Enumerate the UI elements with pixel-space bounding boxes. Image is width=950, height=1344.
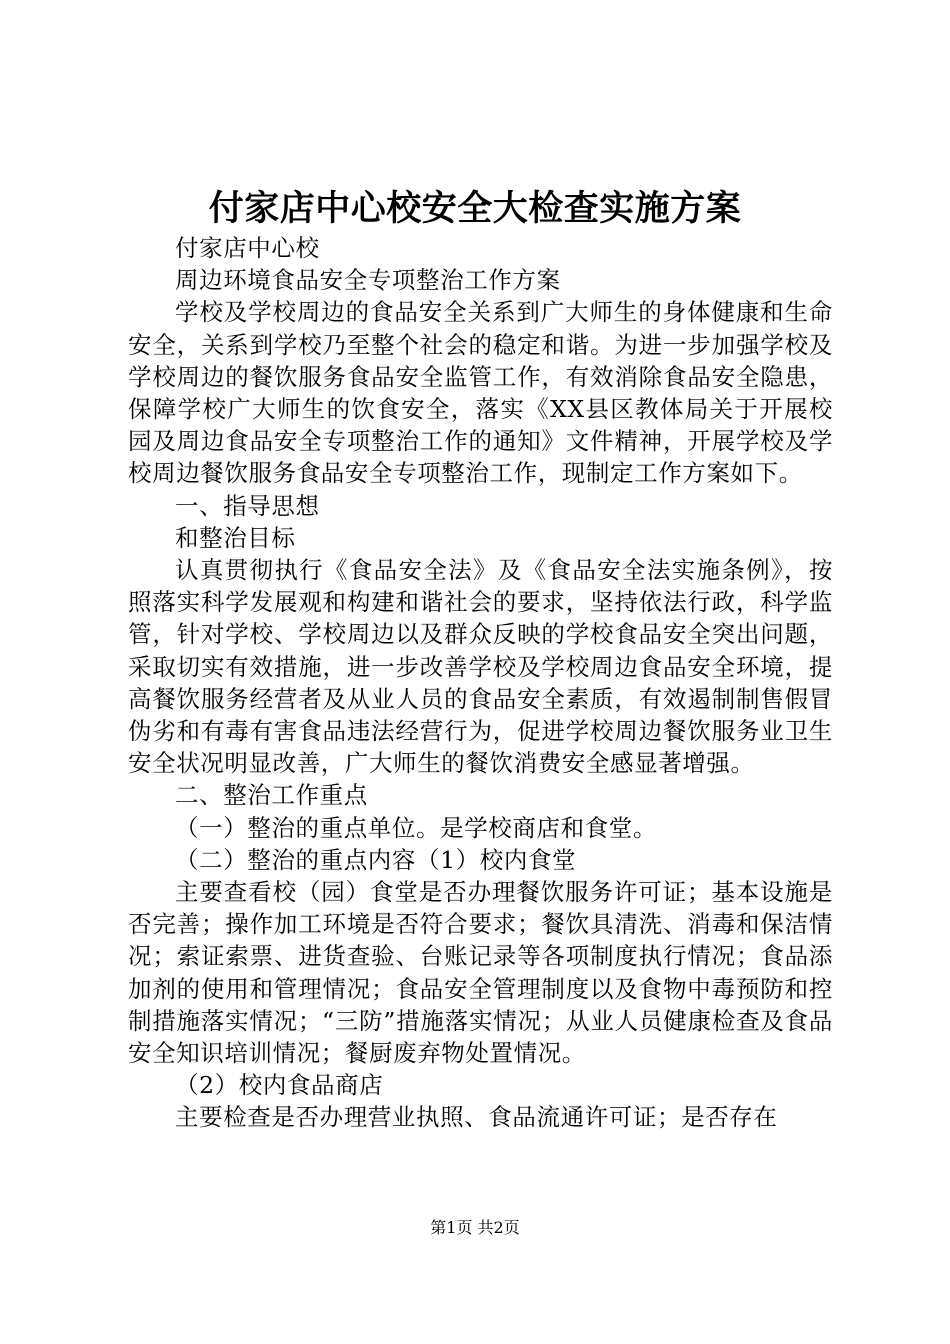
heading-key-points: 二、整治工作重点	[175, 781, 368, 810]
paragraph-plan-subtitle: 周边环境食品安全专项整治工作方案	[175, 266, 561, 295]
paragraph-canteen-checks: 主要查看校（园）食堂是否办理餐饮服务许可证；基本设施是否完善；操作加工环境是否符合要求；餐饮具清洗、消毒和保洁情况；索证索票、进货查验、台账记录等各项制度执行情况；食品添加剂的使用和管理情况；食品安全管理制度以及食物中毒预防和控制措施落实情况；“三防”措施落实情况；从业人员健康检查及食品安全知识培训情况；餐厨废弃物处置情况。	[128, 878, 833, 1068]
paragraph-food-store-checks: 主要检查是否办理营业执照、食品流通许可证；是否存在	[175, 1103, 778, 1132]
paragraph-objectives: 认真贯彻执行《食品安全法》及《食品安全法实施条例》，按照落实科学发展观和构建和谐社会的要求，坚持依法行政，科学监管，针对学校、学校周边以及群众反映的学校食品安全突出问题，采取切实有效措施，进一步改善学校及学校周边食品安全环境，提高餐饮服务经营者及从业人员的食品安全素质，有效遏制制售假冒伪劣和有毒有害食品违法经营行为，促进学校周边餐饮服务业卫生安全状况明显改善，广大师生的餐饮消费安全感显著增强。	[128, 556, 833, 778]
paragraph-key-content: （二）整治的重点内容（1）校内食堂	[175, 845, 577, 874]
paragraph-food-store-heading: （2）校内食品商店	[175, 1071, 384, 1100]
document-title: 付家店中心校安全大检查实施方案	[208, 188, 742, 229]
heading-guiding-thought-cont: 和整治目标	[175, 523, 296, 552]
paragraph-intro: 学校及学校周边的食品安全关系到广大师生的身体健康和生命安全，关系到学校乃至整个社会的稳定和谐。为进一步加强学校及学校周边的餐饮服务食品安全监管工作，有效消除食品安全隐患，保障学校广大师生的饮食安全，落实《XX县区教体局关于开展校园及周边食品安全专项整治工作的通知》文件精神，开展学校及学校周边餐饮服务食品安全专项整治工作，现制定工作方案如下。	[128, 298, 833, 488]
document-body	[128, 232, 833, 1134]
paragraph-school-name: 付家店中心校	[175, 234, 320, 262]
heading-guiding-thought: 一、指导思想	[175, 491, 320, 520]
page-footer: 第1页 共2页	[430, 1218, 520, 1237]
paragraph-key-units: （一）整治的重点单位。是学校商店和食堂。	[175, 813, 657, 842]
